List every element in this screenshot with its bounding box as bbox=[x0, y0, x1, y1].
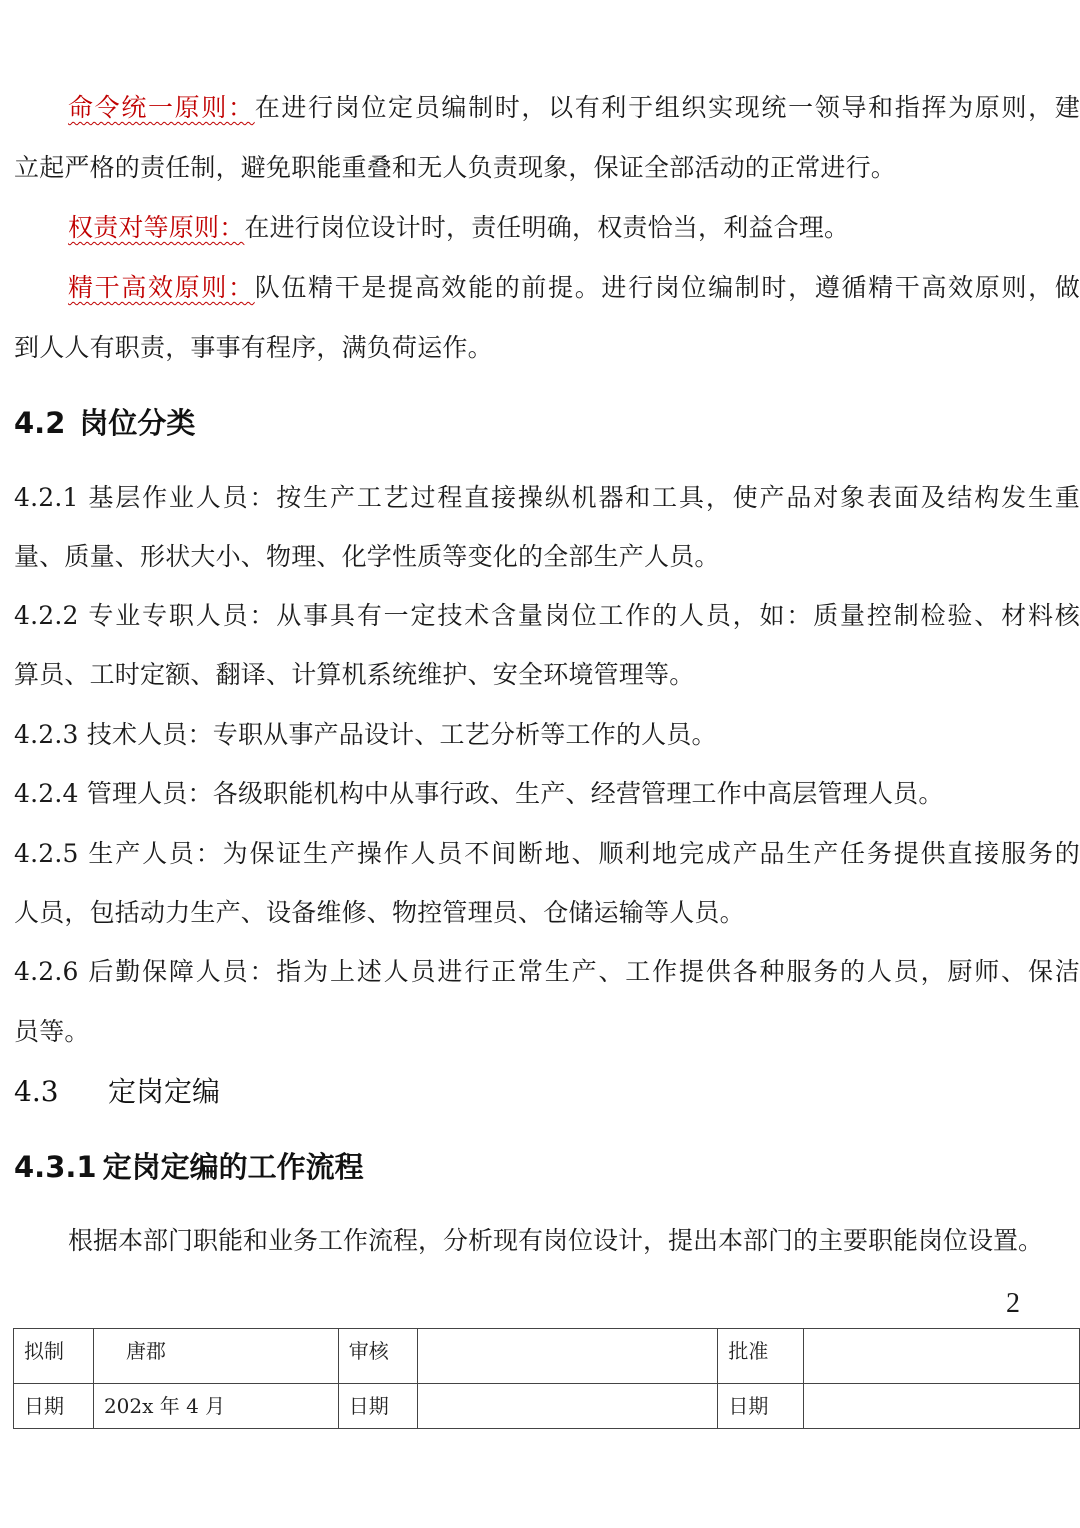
paragraph-4-3-1: 根据本部门职能和业务工作流程，分析现有岗位设计，提出本部门的主要职能岗位设置。 bbox=[68, 1226, 1044, 1255]
reviewed-date-label: 日期 bbox=[338, 1384, 417, 1429]
section-title: 岗位分类 bbox=[79, 406, 196, 440]
drafted-label: 拟制 bbox=[14, 1329, 94, 1384]
drafted-date-label: 日期 bbox=[14, 1384, 94, 1429]
principle-efficiency-label: 精干高效原则： bbox=[68, 273, 255, 302]
item-4-2-5-line-1: 4.2.5 生产人员：为保证生产操作人员不间断地、顺利地完成产品生产任务提供直接服务的 bbox=[14, 839, 1080, 868]
approved-label: 批准 bbox=[718, 1329, 804, 1384]
principle-command-text-1: 在进行岗位定员编制时，以有利于组织实现统一领导和指挥为原则，建 bbox=[254, 93, 1080, 122]
section-number: 4.3.1 bbox=[14, 1150, 97, 1184]
approved-date-label: 日期 bbox=[718, 1384, 804, 1429]
item-4-2-2-line-1: 4.2.2 专业专职人员：从事具有一定技术含量岗位工作的人员，如：质量控制检验、材料核 bbox=[14, 601, 1080, 630]
signoff-row-names bbox=[14, 1329, 1080, 1384]
item-4-2-1-line-1: 4.2.1 基层作业人员：按生产工艺过程直接操纵机器和工具，使产品对象表面及结构发生重 bbox=[14, 483, 1080, 512]
principle-command-line-2: 立起严格的责任制，避免职能重叠和无人负责现象，保证全部活动的正常进行。 bbox=[14, 153, 897, 182]
section-heading-4-3-1 bbox=[14, 1147, 364, 1187]
section-heading-4-3 bbox=[14, 1072, 220, 1112]
item-4-2-4-line-1: 4.2.4 管理人员：各级职能机构中从事行政、生产、经营管理工作中高层管理人员。 bbox=[14, 779, 944, 808]
item-4-2-6-line-2: 员等。 bbox=[14, 1017, 90, 1046]
section-heading-4-2 bbox=[14, 403, 195, 443]
signoff-row-dates bbox=[14, 1384, 1080, 1429]
principle-rights-line-1 bbox=[68, 210, 1080, 246]
item-4-2-6-line-1: 4.2.6 后勤保障人员：指为上述人员进行正常生产、工作提供各种服务的人员，厨师、保洁 bbox=[14, 957, 1080, 986]
principle-rights-label: 权责对等原则： bbox=[68, 213, 245, 242]
reviewed-date bbox=[417, 1384, 718, 1429]
reviewed-by bbox=[417, 1329, 718, 1384]
item-4-2-3-line-1: 4.2.3 技术人员：专职从事产品设计、工艺分析等工作的人员。 bbox=[14, 720, 717, 749]
drafted-by: 唐郡 bbox=[93, 1329, 338, 1384]
section-title: 定岗定编的工作流程 bbox=[102, 1150, 364, 1184]
principle-rights-text: 在进行岗位设计时，责任明确，权责恰当，利益合理。 bbox=[244, 213, 850, 242]
principle-efficiency-line-2: 到人人有职责，事事有程序，满负荷运作。 bbox=[14, 333, 493, 362]
page-number: 2 bbox=[1006, 1288, 1020, 1319]
item-4-2-5-line-2: 人员，包括动力生产、设备维修、物控管理员、仓储运输等人员。 bbox=[14, 898, 745, 927]
drafted-date: 202x 年 4 月 bbox=[93, 1384, 338, 1429]
item-4-2-2-line-2: 算员、工时定额、翻译、计算机系统维护、安全环境管理等。 bbox=[14, 660, 695, 689]
section-number: 4.3 bbox=[14, 1075, 59, 1108]
reviewed-label: 审核 bbox=[338, 1329, 417, 1384]
approved-date bbox=[804, 1384, 1080, 1429]
principle-efficiency-text-1: 队伍精干是提高效能的前提。进行岗位编制时，遵循精干高效原则，做 bbox=[254, 273, 1080, 302]
section-title: 定岗定编 bbox=[108, 1075, 221, 1108]
item-4-2-1-line-2: 量、质量、形状大小、物理、化学性质等变化的全部生产人员。 bbox=[14, 542, 720, 571]
principle-efficiency-line-1 bbox=[68, 270, 1080, 306]
principle-command-line-1 bbox=[68, 90, 1080, 126]
principle-command-label: 命令统一原则： bbox=[68, 93, 255, 122]
section-number: 4.2 bbox=[14, 406, 66, 440]
approved-by bbox=[804, 1329, 1080, 1384]
signoff-table bbox=[13, 1328, 1080, 1429]
